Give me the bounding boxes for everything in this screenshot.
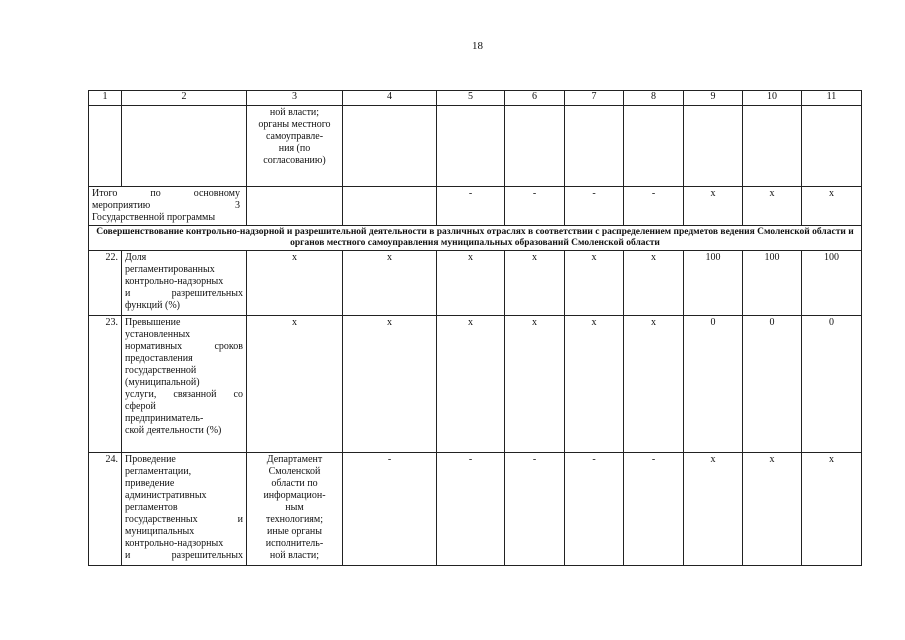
cell-line: регламентированных (125, 264, 215, 275)
table-cell (343, 106, 437, 187)
table-cell: - (437, 453, 505, 566)
cell-line: Смоленской (268, 466, 321, 477)
table-cell: х (624, 316, 684, 453)
cell-line: области по (271, 478, 318, 489)
executor-cell (247, 106, 343, 187)
column-header: 5 (437, 91, 505, 106)
cell-line: исполнитель- (265, 538, 324, 549)
cell-line: ской деятельности (%) (125, 425, 222, 436)
table-cell: - (505, 187, 565, 226)
table-cell: х (743, 453, 802, 566)
indicator-name-cell (122, 316, 247, 453)
table-cell: х (684, 187, 743, 226)
cell-line: услуги, связанной со (125, 389, 243, 400)
total-row (89, 187, 862, 226)
cell-line: функций (%) (125, 300, 180, 311)
table-cell: 100 (743, 251, 802, 316)
cell-line: контрольно-надзорных (125, 538, 224, 549)
cell-line: ния (по (278, 143, 311, 154)
table-cell: х (684, 453, 743, 566)
executor-cell (247, 453, 343, 566)
table-cell: х (565, 316, 624, 453)
table-cell (624, 106, 684, 187)
column-header: 6 (505, 91, 565, 106)
table-cell (684, 106, 743, 187)
cell-line: информацион- (263, 490, 326, 501)
table-cell: 100 (802, 251, 862, 316)
cell-line: ной власти; (269, 550, 320, 561)
cell-line: и разрешительных (125, 550, 243, 561)
table-cell (743, 106, 802, 187)
column-header: 9 (684, 91, 743, 106)
table-cell: - (624, 453, 684, 566)
table-cell: - (624, 187, 684, 226)
column-header: 4 (343, 91, 437, 106)
table-cell: х (505, 251, 565, 316)
cell-line: Превышение (125, 317, 181, 328)
table-cell: х (437, 251, 505, 316)
cell-line: регламентации, (125, 466, 192, 477)
table-cell: х (247, 251, 343, 316)
cell-line: сферой (125, 401, 156, 412)
table-cell (343, 187, 437, 226)
cell-line: ным (285, 502, 304, 513)
cell-line: Итого по основному (92, 188, 240, 199)
program-table (88, 90, 862, 566)
cell-line: и разрешительных (125, 288, 243, 299)
cell-line: согласованию) (263, 155, 326, 166)
table-cell: х (437, 316, 505, 453)
page-number: 18 (472, 40, 483, 52)
table-cell (565, 106, 624, 187)
section-row (89, 226, 862, 251)
row-number: 24. (89, 453, 122, 566)
table-row (89, 453, 862, 566)
table-cell: 100 (684, 251, 743, 316)
table-cell: 0 (802, 316, 862, 453)
table-row (89, 316, 862, 453)
cell-line: самоуправле- (265, 131, 324, 142)
column-header: 3 (247, 91, 343, 106)
table-cell: х (624, 251, 684, 316)
column-header: 7 (565, 91, 624, 106)
cell-line: мероприятию 3 (92, 200, 240, 211)
table-cell: - (343, 453, 437, 566)
cell-line: технологиям; (265, 514, 324, 525)
cell-line: иные органы (267, 526, 322, 537)
cell-line: Проведение (125, 454, 176, 465)
row-number: 23. (89, 316, 122, 453)
table-row (89, 251, 862, 316)
cell-line: (муниципальной) (125, 377, 200, 388)
indicator-name-cell (122, 453, 247, 566)
table-cell: х (565, 251, 624, 316)
table-cell: х (343, 316, 437, 453)
table-cell: 0 (684, 316, 743, 453)
table-cell: - (565, 187, 624, 226)
table-cell: х (247, 316, 343, 453)
cell-line: муниципальных (125, 526, 195, 537)
row-number: 22. (89, 251, 122, 316)
header-row (89, 91, 862, 106)
cell-line: административных (125, 490, 207, 501)
table-cell (437, 106, 505, 187)
table-cell: х (802, 187, 862, 226)
cell-line: государственных и (125, 514, 243, 525)
table-cell: 0 (743, 316, 802, 453)
table-cell: - (437, 187, 505, 226)
table-cell: х (343, 251, 437, 316)
cell-line: государственной (125, 365, 197, 376)
cell-line: предоставления (125, 353, 193, 364)
cell-line: Департамент (266, 454, 323, 465)
cell-line: ной власти; (269, 107, 320, 118)
column-header: 1 (89, 91, 122, 106)
table-cell: х (743, 187, 802, 226)
total-label-cell (89, 187, 247, 226)
cell-line: нормативных сроков (125, 341, 243, 352)
table-cell: х (505, 316, 565, 453)
cell-line: органы местного (258, 119, 331, 130)
table-cell (802, 106, 862, 187)
cell-line: Государственной программы (92, 212, 216, 223)
cell-line: регламентов (125, 502, 178, 513)
cell-line: приведение (125, 478, 175, 489)
indicator-name-cell (122, 251, 247, 316)
cell-line: Доля (125, 252, 147, 263)
column-header: 2 (122, 91, 247, 106)
column-header: 11 (802, 91, 862, 106)
section-title: Совершенствование контрольно-надзорной и разрешительной деятельности в различных отраслях в соответствии с распределением предметов ведения Смоленской области и органов местного самоуправления муниципальных образований Смоленской области (89, 226, 862, 251)
table-cell: - (565, 453, 624, 566)
table-cell: - (505, 453, 565, 566)
column-header: 8 (624, 91, 684, 106)
table-cell (505, 106, 565, 187)
table-cell: х (802, 453, 862, 566)
continuation-row (89, 106, 862, 187)
table-cell (89, 106, 122, 187)
table-cell (247, 187, 343, 226)
cell-line: установленных (125, 329, 191, 340)
cell-line: предприниматель- (125, 413, 204, 424)
cell-line: контрольно-надзорных (125, 276, 224, 287)
column-header: 10 (743, 91, 802, 106)
table-cell (122, 106, 247, 187)
